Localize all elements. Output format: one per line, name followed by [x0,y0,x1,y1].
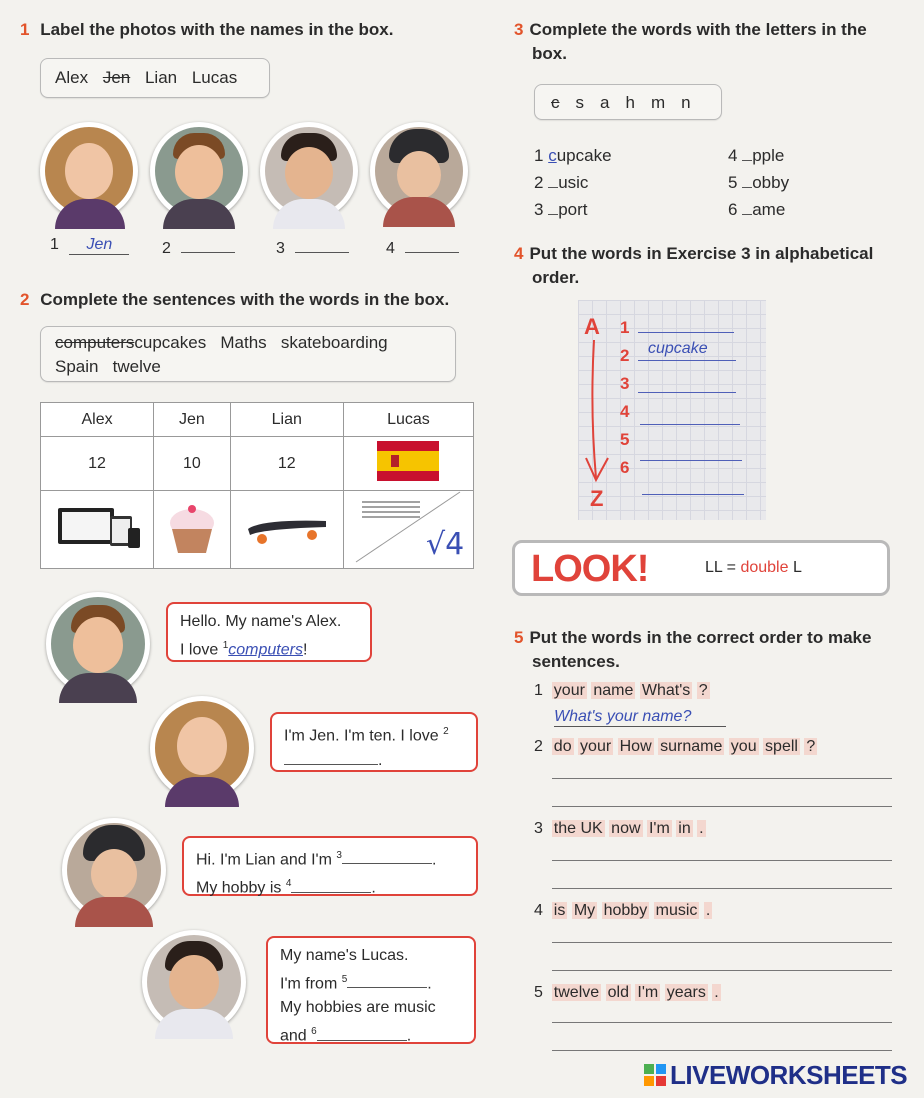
ex4-line-1[interactable] [638,332,734,333]
lian-bubble: Hi. I'm Lian and I'm $^3$ . My hobby is $^4$ . [182,836,478,896]
photo-1 [40,122,138,220]
ex5-line-5b[interactable] [552,1050,892,1051]
photo-label-1-answer[interactable]: Jen [69,236,129,255]
name-lucas: Lucas [191,68,238,87]
photo-4 [370,122,468,220]
ex4-line-4[interactable] [640,424,740,425]
photo-2 [150,122,248,220]
liveworksheets-logo [644,1060,907,1090]
lucas-bubble: My name's Lucas. I'm from $^5$ . My hobbies are music and $^6$ . [266,936,476,1044]
word-computers-struck: computers [55,333,135,352]
ex4-title: Put the words in Exercise 3 in alphabetical [529,244,874,263]
alex-bubble: Hello. My name's Alex. I love $^1$computers! [166,602,372,662]
answer-5[interactable] [347,971,427,988]
ex5-title: Put the words in the correct order to make [529,628,872,647]
ex3-title: Complete the words with the letters in the [529,20,867,39]
ex3-item-5: 5 obby [728,173,790,192]
answer-2[interactable] [284,748,378,765]
ex3-item-3: 3 port [534,200,588,219]
look-logo: LOOK! [531,548,649,590]
lian-avatar [62,818,166,922]
ex5-line-3b[interactable] [552,888,892,889]
lucas-avatar [142,930,246,1034]
age-lian: 12 [230,437,343,491]
th-alex: Alex [41,403,154,437]
spain-flag-icon [343,437,473,491]
photo-3 [260,122,358,220]
name-jen-struck: Jen [102,68,131,87]
computer-icon [41,491,154,569]
ex4-end-letter: Z [590,486,604,511]
ex5-line-5a[interactable] [552,1022,892,1023]
ex2-word-box: computerscupcakes Maths skateboarding Spain twelve [40,326,456,382]
look-rule: LL = double L [705,559,802,576]
ex3-item-1: 1 cupcake [534,146,612,165]
ex3-list-left [534,142,612,223]
ex5-line-2a[interactable] [552,778,892,779]
age-jen: 10 [154,437,231,491]
th-lucas: Lucas [343,403,473,437]
age-alex: 12 [41,437,154,491]
photo-label-3: 3 [276,236,349,258]
ex3-item-2: 2 usic [534,173,589,192]
ex5-line-3a[interactable] [552,860,892,861]
answer-6[interactable] [317,1024,407,1041]
th-jen: Jen [154,403,231,437]
liveworksheets-text: LIVEWORKSHEETS [670,1059,908,1090]
ex5-item-2: 2 do your How surname you spell ? [534,738,816,755]
alex-avatar [46,592,150,696]
name-lian: Lian [144,68,178,87]
photo-label-4-answer[interactable] [405,236,459,253]
answer-4[interactable] [291,876,371,893]
photo-label-2-answer[interactable] [181,236,235,253]
ex5-answer-1[interactable]: What's your name? [554,708,726,727]
ex4-line-5[interactable] [640,460,742,461]
answer-3[interactable] [342,847,432,864]
info-table [40,402,474,569]
ex1-number: 1 [20,20,30,39]
ex5-item-3: 3 the UK now I'm in . [534,820,704,837]
jen-bubble: I'm Jen. I'm ten. I love $^2$ . [270,712,478,772]
ex2-title: Complete the sentences with the words in the box. [40,290,450,309]
photo-label-2: 2 [162,236,235,258]
ex3-heading: 3 Complete the words with the letters in the box. [514,20,867,63]
ex5-line-4b[interactable] [552,970,892,971]
liveworksheets-icon [644,1064,666,1086]
ex5-line-2b[interactable] [552,806,892,807]
ex5-item-4: 4 is My hobby music . [534,902,711,919]
ex5-heading: 5 Put the words in the correct order to make sentences. [514,628,872,671]
ex1-title: Label the photos with the names in the box. [40,20,394,39]
name-alex: Alex [55,68,89,87]
ex3-list-right [728,142,789,223]
ex1-heading [20,18,393,42]
skateboard-icon [230,491,343,569]
ex2-heading: 2 Complete the sentences with the words in the box. [20,290,450,309]
maths-music-icon [343,491,473,569]
ex4-line-6[interactable] [642,494,744,495]
ex4-numbers: 1 2 3 4 5 6 [620,318,630,477]
photo-label-4: 4 [386,236,459,258]
photo-label-1: 1 Jen [50,236,129,255]
ex3-item-6: 6 ame [728,200,786,219]
ex5-item-1: 1 your name What's ? [534,682,708,699]
ex1-name-box [40,58,270,98]
jen-avatar [150,696,254,800]
answer-1[interactable]: computers [228,641,303,659]
look-box [512,540,890,596]
ex3-letter-box: c s a h m n [534,84,722,120]
ex5-line-4a[interactable] [552,942,892,943]
ex4-line-3[interactable] [638,392,736,393]
ex4-start-letter: A [584,314,600,339]
cupcake-icon [154,491,231,569]
svg-text:√4: √4 [426,527,465,562]
ex4-answer-2[interactable]: cupcake [648,340,708,357]
ex5-item-5: 5 twelve old I'm years . [534,984,719,1001]
ex4-heading: 4 Put the words in Exercise 3 in alphabetical order. [514,244,874,287]
ex4-arrow [584,340,614,490]
ex3-item-4: 4 pple [728,146,785,165]
th-lian: Lian [230,403,343,437]
photo-label-3-answer[interactable] [295,236,349,253]
ex4-line-2[interactable] [638,360,736,361]
